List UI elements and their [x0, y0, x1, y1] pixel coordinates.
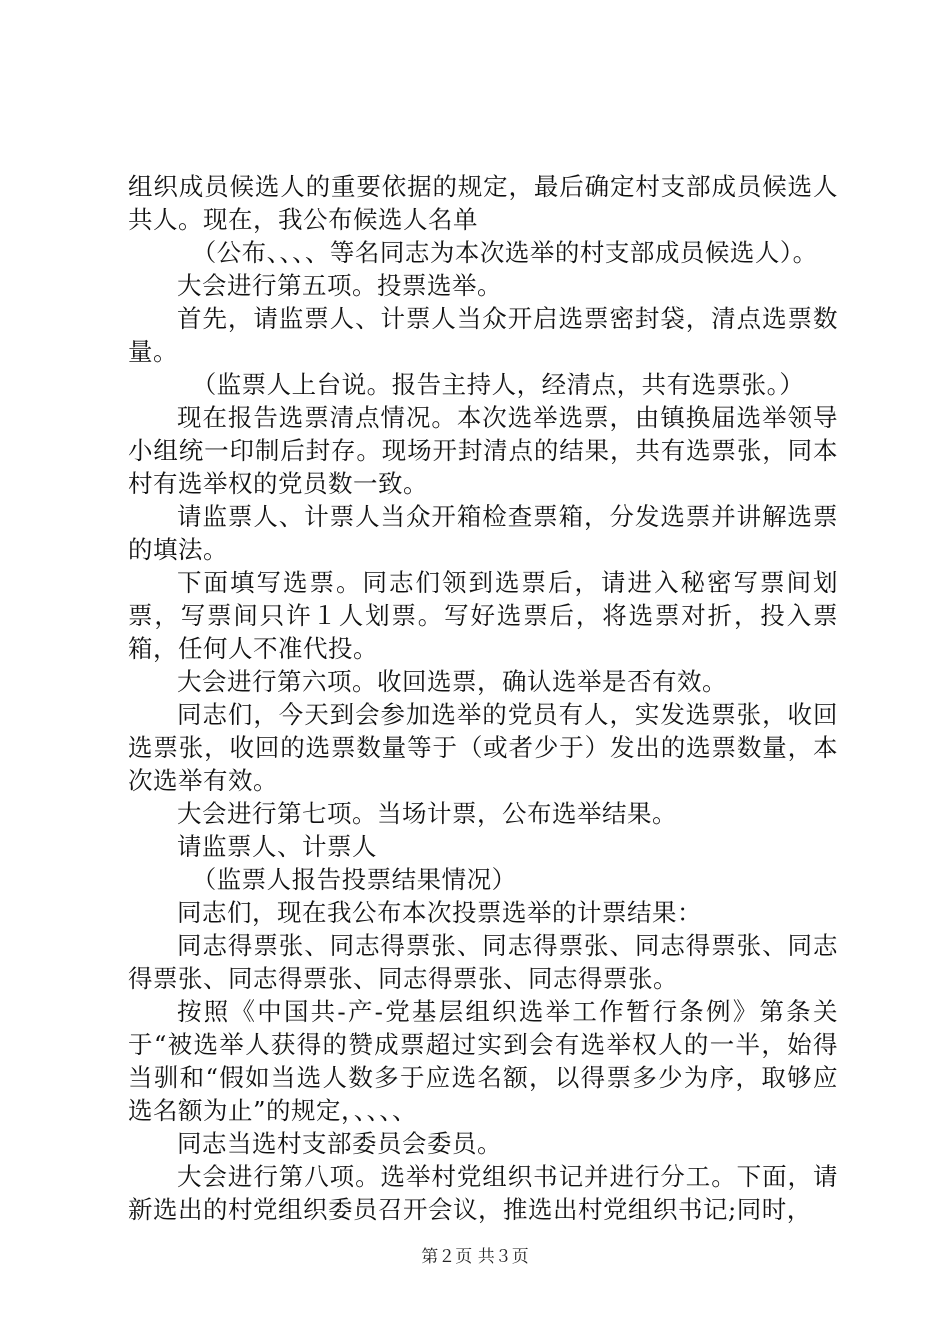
document-body: [128, 170, 838, 1226]
paragraph: 请监票人、计票人: [177, 832, 377, 861]
paragraph: 大会进行第五项。投票选举。: [177, 271, 502, 300]
paragraph: （监票人报告投票结果情况）: [191, 865, 517, 894]
paragraph: （公布、、、、等名同志为本次选举的村支部成员候选人）。: [191, 238, 818, 267]
page-number-label: 第２页 共３页: [421, 1247, 529, 1267]
paragraph: 同志们，现在我公布本次投票选举的计票结果：: [177, 898, 702, 927]
paragraph: 下面填写选票。同志们领到选票后，请进入秘密写票间划票，写票间只许１人划票。写好选票后，将选票对折，投入票箱，任何人不准代投。: [128, 568, 838, 663]
paragraph: 同志得票张、同志得票张、同志得票张、同志得票张、同志得票张、同志得票张、同志得票张、同志得票张。: [128, 931, 838, 993]
paragraph: 大会进行第六项。收回选票，确认选举是否有效。: [177, 667, 727, 696]
page-footer: [0, 1246, 950, 1268]
paragraph: 请监票人、计票人当众开箱检查票箱，分发选票并讲解选票的填法。: [128, 502, 838, 564]
paragraph: （监票人上台说。报告主持人，经清点，共有选票张。）: [191, 370, 805, 399]
paragraph: 首先，请监票人、计票人当众开启选票密封袋，清点选票数量。: [128, 304, 838, 366]
paragraph: 大会进行第七项。当场计票，公布选举结果。: [177, 799, 677, 828]
paragraph: 现在报告选票清点情况。本次选举选票，由镇换届选举领导小组统一印制后封存。现场开封清点的结果，共有选票张，同本村有选举权的党员数一致。: [128, 403, 838, 498]
paragraph: 同志们，今天到会参加选举的党员有人，实发选票张，收回选票张，收回的选票数量等于（或者少于）发出的选票数量，本次选举有效。: [128, 700, 838, 795]
paragraph: 同志当选村支部委员会委员。: [177, 1129, 502, 1158]
paragraph: 大会进行第八项。选举村党组织书记并进行分工。下面，请新选出的村党组织委员召开会议，推选出村党组织书记;同时，: [128, 1162, 838, 1224]
paragraph: 按照《中国共-产-党基层组织选举工作暂行条例》第条关于“被选举人获得的赞成票超过实到会有选举权人的一半，始得当驯和“假如当选人数多于应选名额，以得票多少为序，取够应选名额为止”的规定，、、、、: [128, 997, 838, 1125]
paragraph: 组织成员候选人的重要依据的规定，最后确定村支部成员候选人共人。现在，我公布候选人名单: [128, 172, 838, 234]
